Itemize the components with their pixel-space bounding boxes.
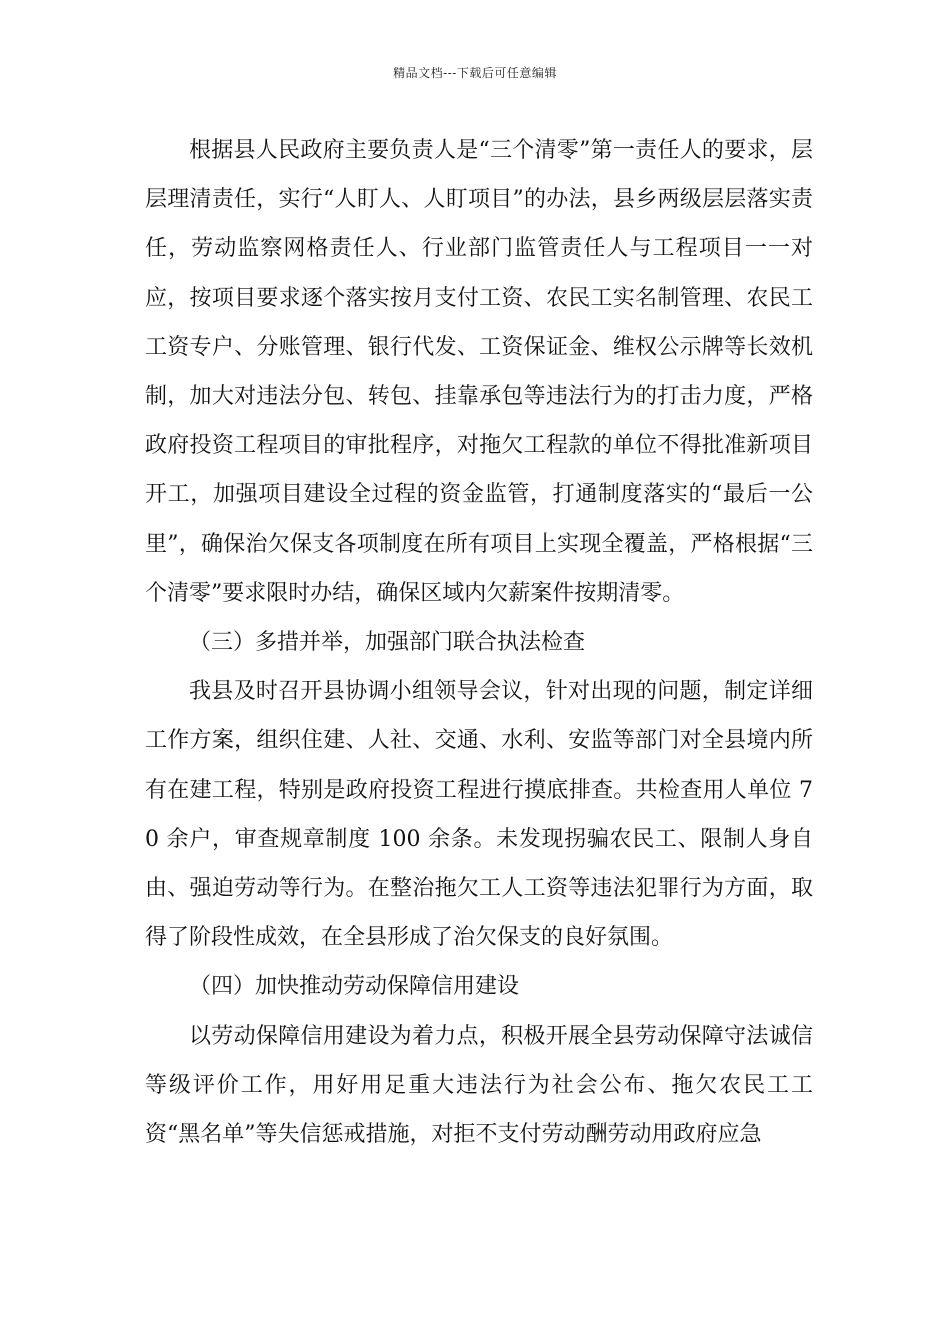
- document-body: [145, 126, 813, 1159]
- section-heading-4: （四）加快推动劳动保障信用建设: [189, 974, 520, 1000]
- paragraph-responsibility: 根据县人民政府主要负责人是“三个清零”第一责任人的要求，层层理清责任，实行“人盯人、人盯项目”的办法，县乡两级层层落实责任，劳动监察网格责任人、行业部门监管责任人与工程项目一一对应，按项目要求逐个落实按月支付工资、农民工实名制管理、农民工工资专户、分账管理、银行代发、工资保证金、维权公示牌等长效机制，加大对违法分包、转包、挂靠承包等违法行为的打击力度，严格政府投资工程项目的审批程序，对拖欠工程款的单位不得批准新项目开工，加强项目建设全过程的资金监管，打通制度落实的“最后一公里”，确保治欠保支各项制度在所有项目上实现全覆盖，严格根据“三个清零”要求限时办结，确保区域内欠薪案件按期清零。: [145, 138, 813, 606]
- paragraph-joint-inspection: 我县及时召开县协调小组领导会议，针对出现的问题，制定详细工作方案，组织住建、人社、交通、水利、安监等部门对全县境内所有在建工程，特别是政府投资工程进行摸底排查。共检查用人单位 70 余户，审查规章制度 100 余条。未发现拐骗农民工、限制人身自由、强迫劳动等行为。在整治拖欠工人工资等违法犯罪行为方面，取得了阶段性成效，在全县形成了治欠保支的良好氛围。: [145, 679, 813, 951]
- section-heading-3: （三）多措并举，加强部门联合执法检查: [189, 630, 586, 656]
- page-header: 精品文档---下载后可任意编辑: [393, 66, 557, 80]
- paragraph-credit-construction: 以劳动保障信用建设为着力点，积极开展全县劳动保障守法诚信等级评价工作，用好用足重大违法行为社会公布、拖欠农民工工资“黑名单”等失信惩戒措施，对拒不支付劳动酬劳动用政府应急: [145, 1023, 813, 1148]
